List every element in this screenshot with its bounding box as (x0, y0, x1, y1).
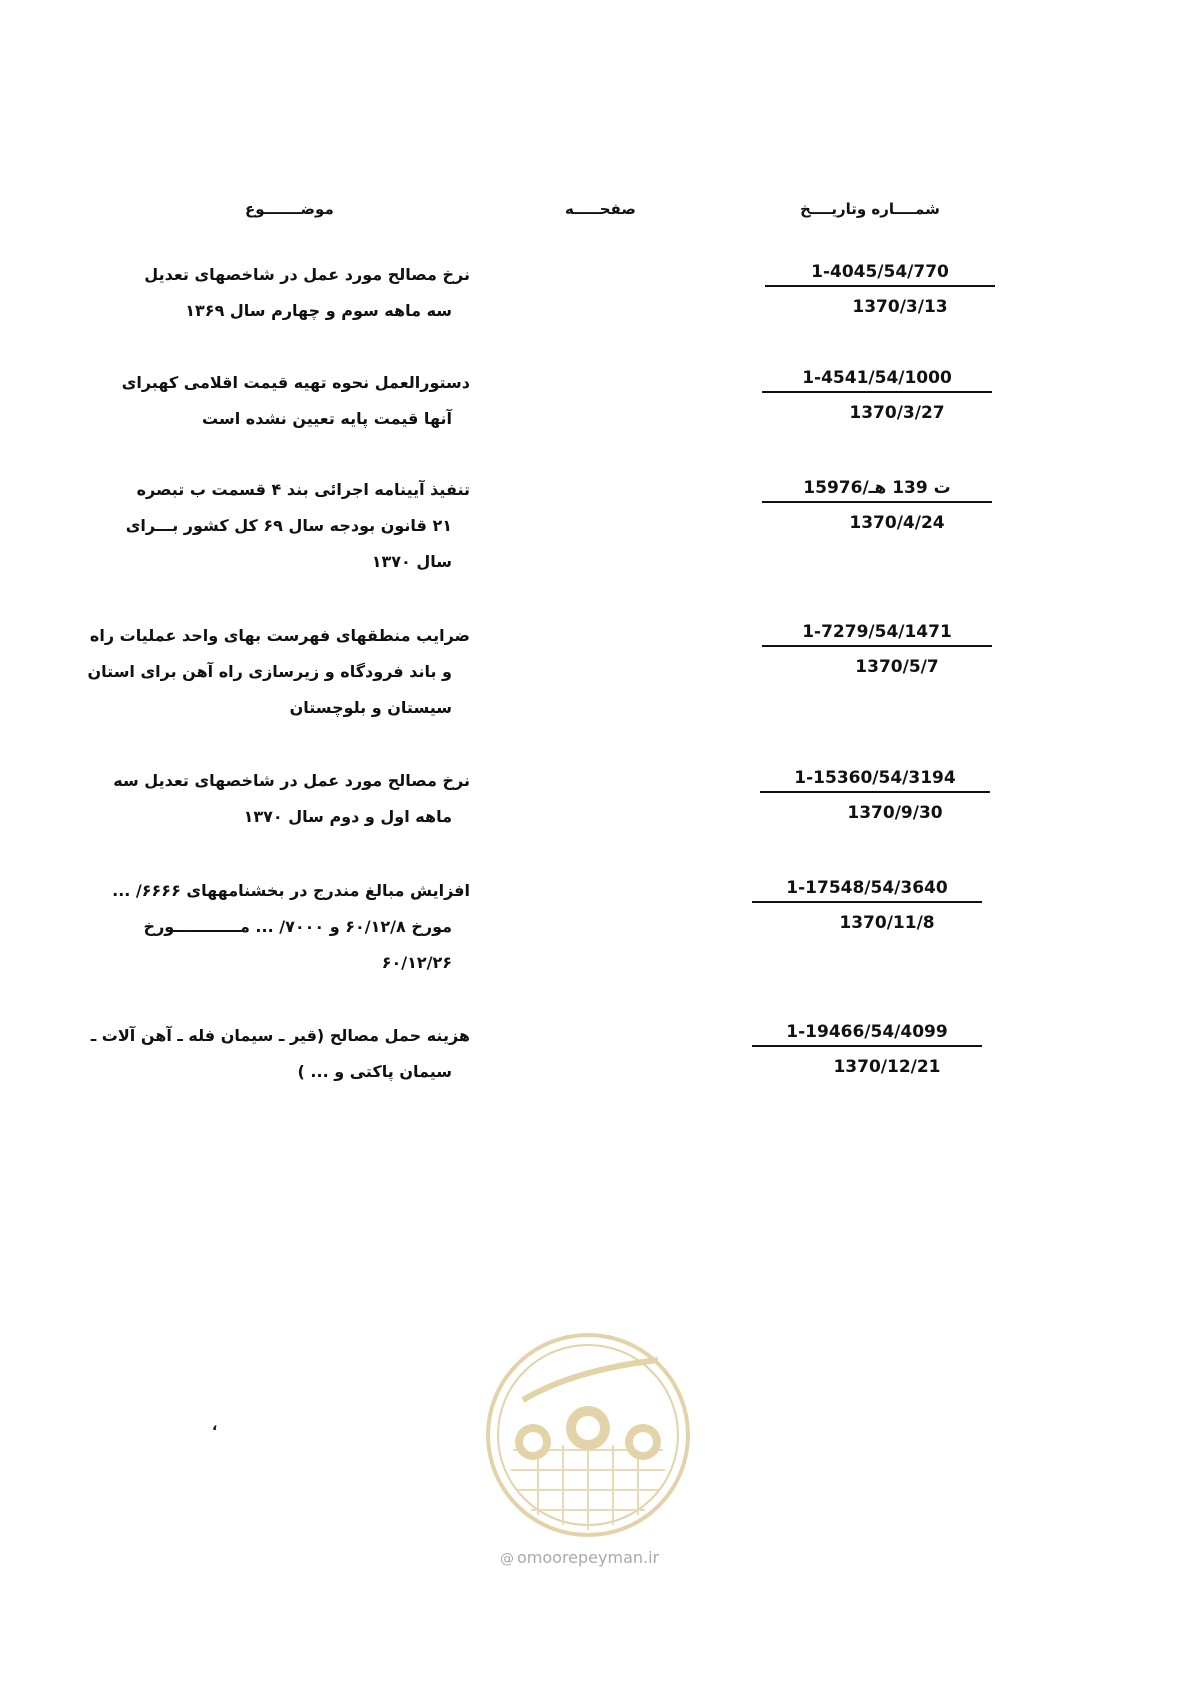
letter-date: 1370/11/8 (839, 913, 935, 933)
letter-number: 15976/ت 139 هـ (762, 478, 992, 503)
letter-date: 1370/9/30 (847, 803, 943, 823)
letter-date: 1370/3/13 (852, 297, 948, 317)
watermark-site-text: omoorepeyman.ir (517, 1548, 660, 1567)
letter-number: 1-15360/54/3194 (760, 768, 990, 793)
letter-number: 1-17548/54/3640 (752, 878, 982, 903)
subject-line: تنفیذ آیینامه اجرائی بند ۴ قسمت ب تبصره (136, 480, 470, 499)
subject-line: سه ماهه سوم و چهارم سال ۱۳۶۹ (185, 301, 452, 320)
entry-number-date (765, 262, 995, 317)
watermark-seal-logo (483, 1330, 693, 1540)
subject-line: نرخ مصالح مورد عمل در شاخصهای تعدیل (144, 265, 470, 284)
entry-subject (50, 763, 470, 835)
letter-date: 1370/3/27 (849, 403, 945, 423)
entry-number-date (762, 368, 992, 423)
entry-number-date (752, 1022, 982, 1077)
letter-number: 1-4541/54/1000 (762, 368, 992, 393)
entry-number-date (760, 768, 990, 823)
letter-date: 1370/4/24 (849, 513, 945, 533)
subject-line: آنها قیمت پایه تعیین نشده است (202, 409, 452, 428)
letter-date: 1370/5/7 (855, 657, 939, 677)
subject-line: و باند فرودگاه و زیرسازی راه آهن برای استان (87, 662, 452, 681)
subject-line: سیمان پاکتی و ... ) (297, 1062, 452, 1081)
entry-subject (50, 472, 470, 580)
entry-subject (50, 1018, 470, 1090)
entry-subject (50, 873, 470, 981)
subject-line: ۶۰/۱۲/۲۶ (381, 953, 452, 972)
header-number-date: شمــــاره وتاريــــخ (800, 200, 940, 218)
entry-subject (50, 257, 470, 329)
subject-line: ضرایب منطقهای فهرست بهای واحد عملیات راه (89, 626, 470, 645)
letter-number: 1-4045/54/770 (765, 262, 995, 287)
letter-number: 1-19466/54/4099 (752, 1022, 982, 1047)
subject-line: سال ۱۳۷۰ (371, 552, 452, 571)
subject-line: نرخ مصالح مورد عمل در شاخصهای تعدیل سه (113, 771, 470, 790)
subject-line: ماهه اول و دوم سال ۱۳۷۰ (243, 807, 452, 826)
letter-date: 1370/12/21 (833, 1057, 941, 1077)
subject-line: سیستان و بلوچستان (289, 698, 452, 717)
subject-line: هزینه حمل مصالح (قیر ـ سیمان فله ـ آهن آلات ـ (90, 1026, 470, 1045)
watermark-site (500, 1548, 659, 1567)
at-icon: @ (500, 1551, 514, 1567)
subject-line: دستورالعمل نحوه تهیه قیمت اقلامی کهبرای (121, 373, 470, 392)
entry-number-date (762, 478, 992, 533)
entry-number-date (762, 622, 992, 677)
subject-line: ۲۱ قانون بودجه سال ۶۹ کل کشور بـــرای (125, 516, 452, 535)
letter-number: 1-7279/54/1471 (762, 622, 992, 647)
stray-mark: ، (212, 1418, 218, 1434)
entry-subject (50, 618, 470, 726)
entry-subject (50, 365, 470, 437)
header-page: صفحـــــه (565, 200, 636, 218)
header-subject: موضـــــــوع (245, 200, 334, 218)
subject-line: مورخ ۶۰/۱۲/۸ و ۷۰۰۰/ ... مــــــــــــورخ (143, 917, 452, 936)
subject-line: افزایش مبالغ مندرج در بخشنامههای ۶۶۶۶/ ... (112, 881, 470, 900)
entry-number-date (752, 878, 982, 933)
